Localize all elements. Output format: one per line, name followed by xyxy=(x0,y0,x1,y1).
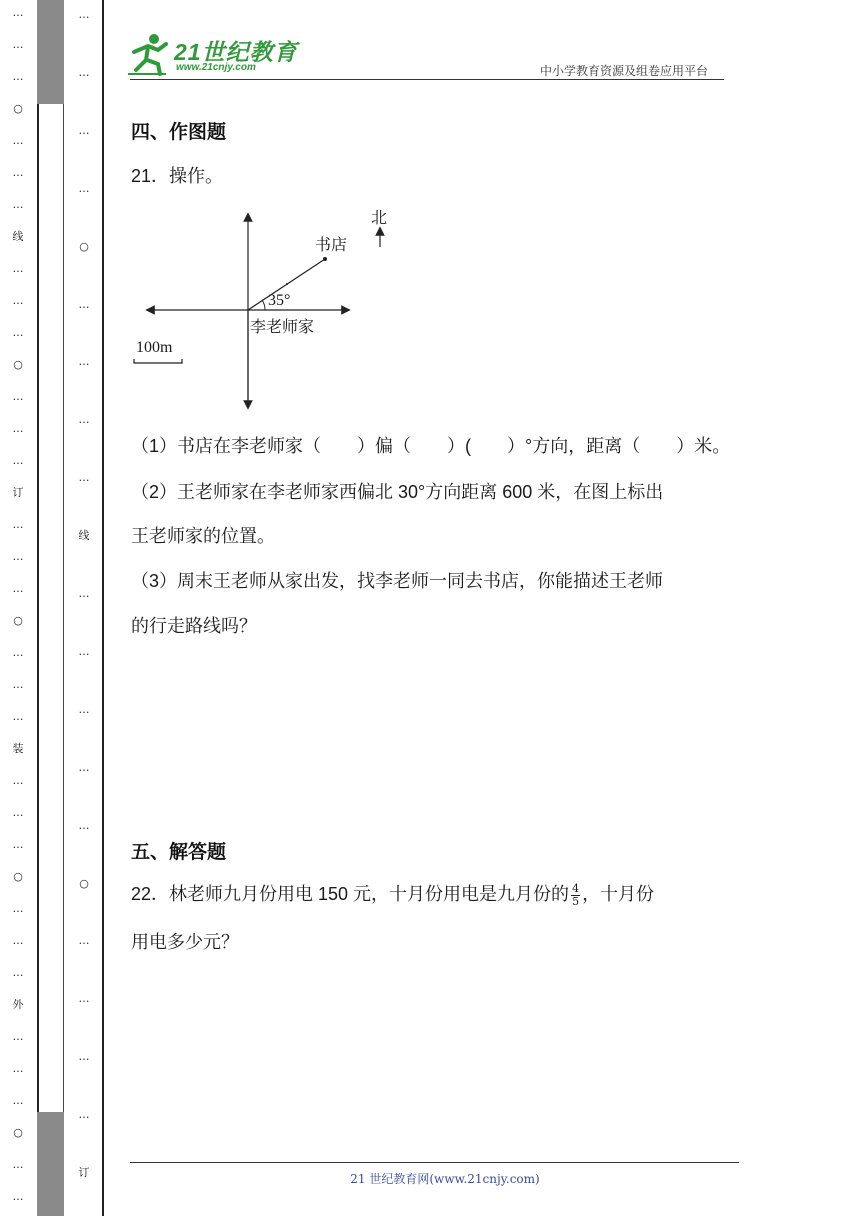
binding-dots: … xyxy=(12,454,24,467)
footer-divider xyxy=(130,1162,739,1163)
binding-dots: … xyxy=(78,992,90,1006)
direction-diagram xyxy=(128,205,388,415)
binding-circle-mark: ○ xyxy=(13,102,23,115)
binding-circle-mark: ○ xyxy=(13,1126,23,1139)
binding-dots: … xyxy=(78,471,90,485)
binding-dots: … xyxy=(78,818,90,832)
binding-dots: … xyxy=(78,1050,90,1064)
logo-title: 21世纪教育 xyxy=(174,39,298,65)
question-21-title: 21．操作。 xyxy=(131,166,224,186)
binding-dots: … xyxy=(12,678,24,691)
binding-dots: … xyxy=(12,838,24,851)
binding-dots: … xyxy=(12,262,24,275)
binding-dots: … xyxy=(12,550,24,563)
binding-circle-mark: ○ xyxy=(79,876,89,890)
binding-label: 订 xyxy=(78,1166,90,1180)
binding-label: 装 xyxy=(12,742,24,755)
binding-dots: … xyxy=(12,966,24,979)
binding-dots: … xyxy=(12,166,24,179)
binding-dots: … xyxy=(12,710,24,723)
binding-dots: … xyxy=(78,702,90,716)
question-22-line2: 用电多少元？ xyxy=(131,932,239,952)
question-22-text-pre: 22．林老师九月份用电 150 元，十月份用电是九月份的 xyxy=(131,884,570,904)
bookstore-point xyxy=(323,257,327,261)
binding-dots: … xyxy=(12,6,24,19)
binding-dots: … xyxy=(78,760,90,774)
binding-dots: … xyxy=(12,326,24,339)
bookstore-label: 书店 xyxy=(315,235,348,254)
question-21-part-2-line2: 王老师家的位置。 xyxy=(131,526,275,546)
binding-dots: … xyxy=(78,413,90,427)
binding-label: 订 xyxy=(12,486,24,499)
binding-dots: … xyxy=(12,902,24,915)
fraction-four-fifths xyxy=(571,883,580,908)
fraction-numerator: 4 xyxy=(572,881,580,895)
binding-dark-band-bottom xyxy=(37,1112,64,1216)
binding-label: 外 xyxy=(12,998,24,1011)
binding-dots: … xyxy=(12,774,24,787)
binding-dots: … xyxy=(78,644,90,658)
north-label: 北 xyxy=(371,208,388,227)
binding-dots: … xyxy=(78,355,90,369)
binding-label: 线 xyxy=(12,230,24,243)
binding-dots: … xyxy=(78,123,90,137)
question-22-line1 xyxy=(131,880,654,908)
section-heading-drawing: 四、作图题 xyxy=(131,122,227,143)
binding-dots: … xyxy=(12,294,24,307)
binding-dots: … xyxy=(12,198,24,211)
question-21-part-1: （1）书店在李老师家（ ）偏（ ）( ）°方向，距离（ ）米。 xyxy=(131,436,731,456)
angle-label: 35° xyxy=(268,292,291,309)
binding-dots: … xyxy=(12,38,24,51)
binding-dots: … xyxy=(12,934,24,947)
binding-dots: … xyxy=(78,297,90,311)
binding-dots: … xyxy=(12,518,24,531)
binding-dots: … xyxy=(12,1030,24,1043)
binding-outer-column xyxy=(0,0,36,1216)
logo-url: www.21cnjy.com xyxy=(176,62,256,73)
binding-inner-column xyxy=(64,0,102,1216)
binding-middle-strip xyxy=(37,0,64,1216)
binding-dots: … xyxy=(12,806,24,819)
binding-dots: … xyxy=(12,70,24,83)
binding-dots: … xyxy=(12,1062,24,1075)
binding-circle-mark: ○ xyxy=(13,614,23,627)
binding-circle-mark: ○ xyxy=(13,358,23,371)
footer-text: 21 世纪教育网(www.21cnjy.com) xyxy=(350,1172,540,1186)
binding-dots: … xyxy=(12,1094,24,1107)
question-22-text-post: ，十月份 xyxy=(582,884,655,904)
binding-dots: … xyxy=(78,934,90,948)
question-21-part-3-line2: 的行走路线吗？ xyxy=(131,616,257,636)
binding-dots: … xyxy=(12,582,24,595)
question-21-part-2-line1: （2）王老师家在李老师家西偏北 30°方向距离 600 米，在图上标出 xyxy=(131,482,664,502)
binding-dots: … xyxy=(78,65,90,79)
header-divider xyxy=(130,79,724,80)
binding-circle-mark: ○ xyxy=(79,239,89,253)
scale-label: 100m xyxy=(136,339,173,356)
fraction-denominator: 5 xyxy=(572,894,580,908)
binding-dots: … xyxy=(12,390,24,403)
header-tagline: 中小学教育资源及组卷应用平台 xyxy=(540,64,709,78)
binding-dark-band-top xyxy=(37,0,64,104)
binding-dots: … xyxy=(12,1190,24,1203)
binding-dots: … xyxy=(12,134,24,147)
question-21-part-3-line1: （3）周末王老师从家出发，找李老师一同去书店，你能描述王老师 xyxy=(131,571,664,591)
binding-dots: … xyxy=(12,646,24,659)
binding-dots: … xyxy=(78,181,90,195)
binding-label: 线 xyxy=(78,529,90,543)
binding-dots: … xyxy=(78,8,90,21)
section-heading-answer: 五、解答题 xyxy=(131,842,227,863)
binding-dots: … xyxy=(78,1108,90,1122)
scale-bar xyxy=(134,359,182,363)
binding-dots: … xyxy=(12,1158,24,1171)
binding-circle-mark: ○ xyxy=(13,870,23,883)
binding-dots: … xyxy=(12,422,24,435)
binding-dots: … xyxy=(78,587,90,601)
home-label: 李老师家 xyxy=(250,317,315,336)
